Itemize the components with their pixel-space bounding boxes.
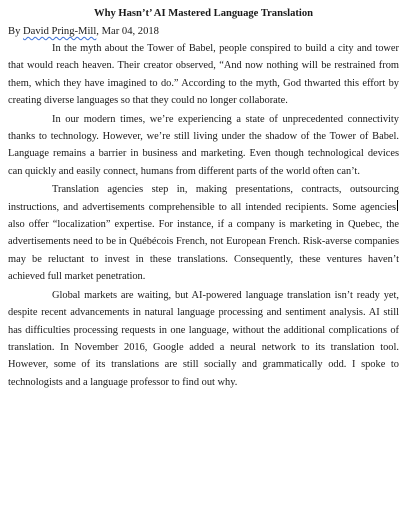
author-name: David Pring-Mill <box>23 26 97 37</box>
paragraph-1: In the myth about the Tower of Babel, people conspired to build a city and tower that would reach heaven. Their creator observed, “And now nothing will be restrained from them, which they have imagined to do.” According to the myth, God thwarted this effort by creating diverse languages so that they could no longer collaborate. <box>8 43 399 107</box>
byline <box>8 25 399 38</box>
publish-date: , Mar 04, 2018 <box>96 26 159 37</box>
paragraph-3-text-before-cursor: Translation agencies step in, making presentations, contracts, outsourcing instructions, and advertisements comprehensible to all intended recipients. Some agencies <box>8 184 399 213</box>
paragraph-3-text-after-cursor: also offer “localization” expertise. For instance, if a company is marketing in Quebec, the advertisements need to be in Québécois French, not European French. Risk-averse companies may be reluctant to invest in these translations. Consequently, these ventures haven’t achieved full market penetration. <box>8 219 399 283</box>
paragraph-4: Global markets are waiting, but AI-powered language translation isn’t ready yet, despite recent advancements in natural language processing and sentiment analysis. AI still has difficulties processing requests in one language, without the additional complications of translation. In November 2016, Google added a neural network to its translation tool. However, some of its translations are still socially and grammatically odd. I spoke to technologists and a language professor to find out why. <box>8 289 399 388</box>
article-title: Why Hasn’t’ AI Mastered Language Translation <box>93 8 314 19</box>
text-cursor <box>397 200 398 211</box>
paragraph-2: In our modern times, we’re experiencing a state of unprecedented connectivity thanks to technology. However, we’re still living under the shadow of the Tower of Babel. Language remains a barrier in business and marketing. Even though technological devices can quickly and easily connect, humans from different parts of the world often can’t. <box>8 113 399 177</box>
byline-prefix: By <box>8 26 24 37</box>
paragraph-3 <box>8 181 399 285</box>
